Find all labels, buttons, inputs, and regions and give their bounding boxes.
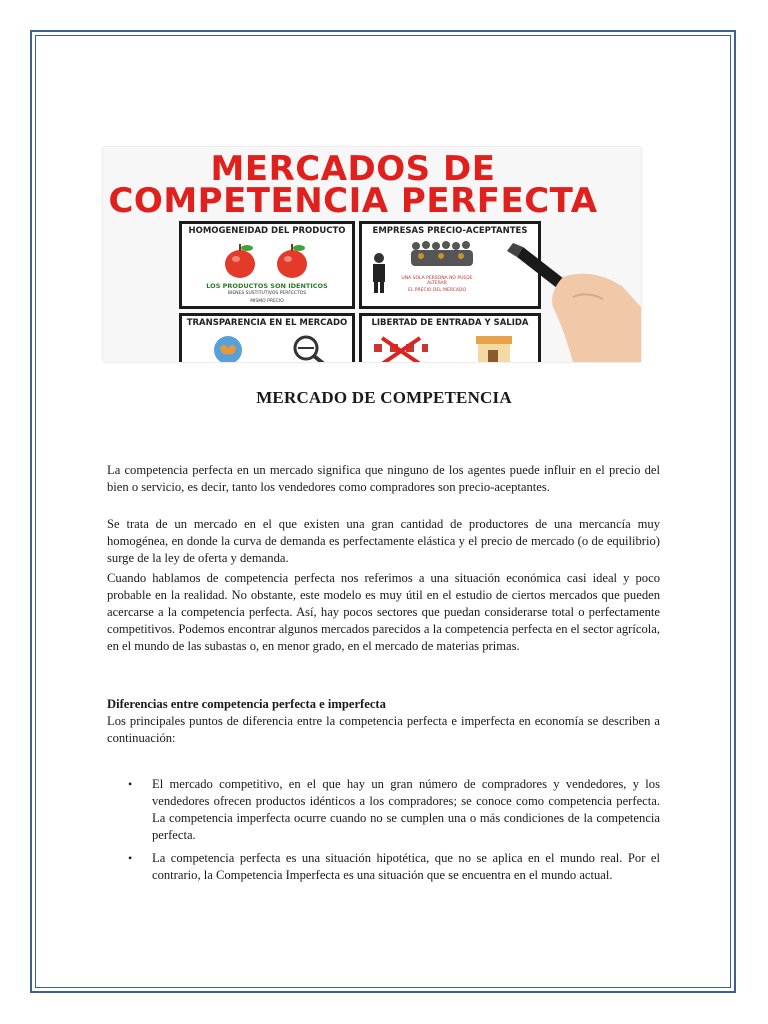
panel-homogeneidad	[179, 221, 355, 309]
panel-label: EMPRESAS PRECIO-ACEPTANTES	[372, 226, 528, 236]
panel-label: TRANSPARENCIA EN EL MERCADO	[186, 318, 348, 328]
panel-subtext: BIENES SUSTITUTIVOS PERFECTOS	[227, 291, 307, 296]
crowd-icon	[410, 240, 480, 270]
section-subheading: Diferencias entre competencia perfecta e imperfecta	[107, 697, 386, 711]
banner-title-line1: MERCADOS DE	[210, 149, 496, 189]
banner-title-line2: COMPETENCIA PERFECTA	[108, 181, 598, 221]
panel-label: LIBERTAD DE ENTRADA Y SALIDA	[371, 318, 529, 328]
panel-text: LOS PRODUCTOS SON IDENTICOS	[206, 282, 328, 290]
bullet-icon: •	[128, 851, 133, 865]
person-icon	[370, 252, 388, 294]
panel-transparencia	[179, 313, 355, 362]
magnifier-icon	[290, 334, 330, 362]
document-title: MERCADO DE COMPETENCIA	[256, 388, 512, 407]
banner-image	[103, 147, 641, 362]
panel-subtext: UNA SOLA PERSONA NO PUEDE ALTERAR	[401, 276, 473, 286]
apples-icon	[222, 240, 312, 280]
list-item-text: El mercado competitivo, en el que hay un gran número de compradores y vendedores, y los vendedores ofrecen productos idénticos a los compradores; se conoce como competencia perfecta. La competencia imperfecta ocurre cuando no se cumplen una o más condiciones de la competencia perfecta.	[152, 777, 660, 842]
paragraph-4: Los principales puntos de diferencia entre la competencia perfecta e imperfecta en economía se describen a continuación:	[107, 714, 660, 745]
paragraph-2: Se trata de un mercado en el que existen una gran cantidad de productores de una mercancía muy homogénea, en donde la curva de demanda es perfectamente elástica y el precio de mercado (o de equilibrio) surge de la ley de oferta y demanda.	[107, 517, 660, 565]
brain-icon	[210, 334, 246, 362]
hand-marker-icon	[503, 207, 641, 362]
paragraph-3: Cuando hablamos de competencia perfecta nos referimos a una situación económica casi ideal y poco probable en la realidad. No obstante, este modelo es muy útil en el estudio de ciertos mercados que pueden acercarse a la competencia perfecta. Así, hay pocos sectores que puedan considerarse total o perfectamente competitivos. Podemos encontrar algunos mercados parecidos a la competencia perfecta en el sector agrícola, en el mundo de las subastas o, en menor grado, en el mercado de materias primas.	[107, 571, 660, 653]
list-item	[128, 776, 660, 844]
panel-label: HOMOGENEIDAD DEL PRODUCTO	[188, 226, 346, 236]
list-item	[128, 850, 660, 884]
panel-subtext: MISMO PRECIO	[250, 299, 284, 304]
paragraph-1: La competencia perfecta en un mercado significa que ninguno de los agentes puede influir en el precio del bien o servicio, es decir, tanto los vendedores como compradores son precio-aceptantes.	[107, 463, 660, 494]
list-item-text: La competencia perfecta es una situación hipotética, que no se aplica en el mundo real. Por el contrario, la Competencia Imperfecta es una situación que se encuentra en el mundo actual.	[152, 851, 660, 882]
bullet-list	[128, 776, 660, 884]
bullet-icon: •	[128, 777, 133, 791]
panel-subtext: EL PRECIO DEL MERCADO	[407, 288, 466, 293]
barrier-icon	[372, 336, 432, 362]
